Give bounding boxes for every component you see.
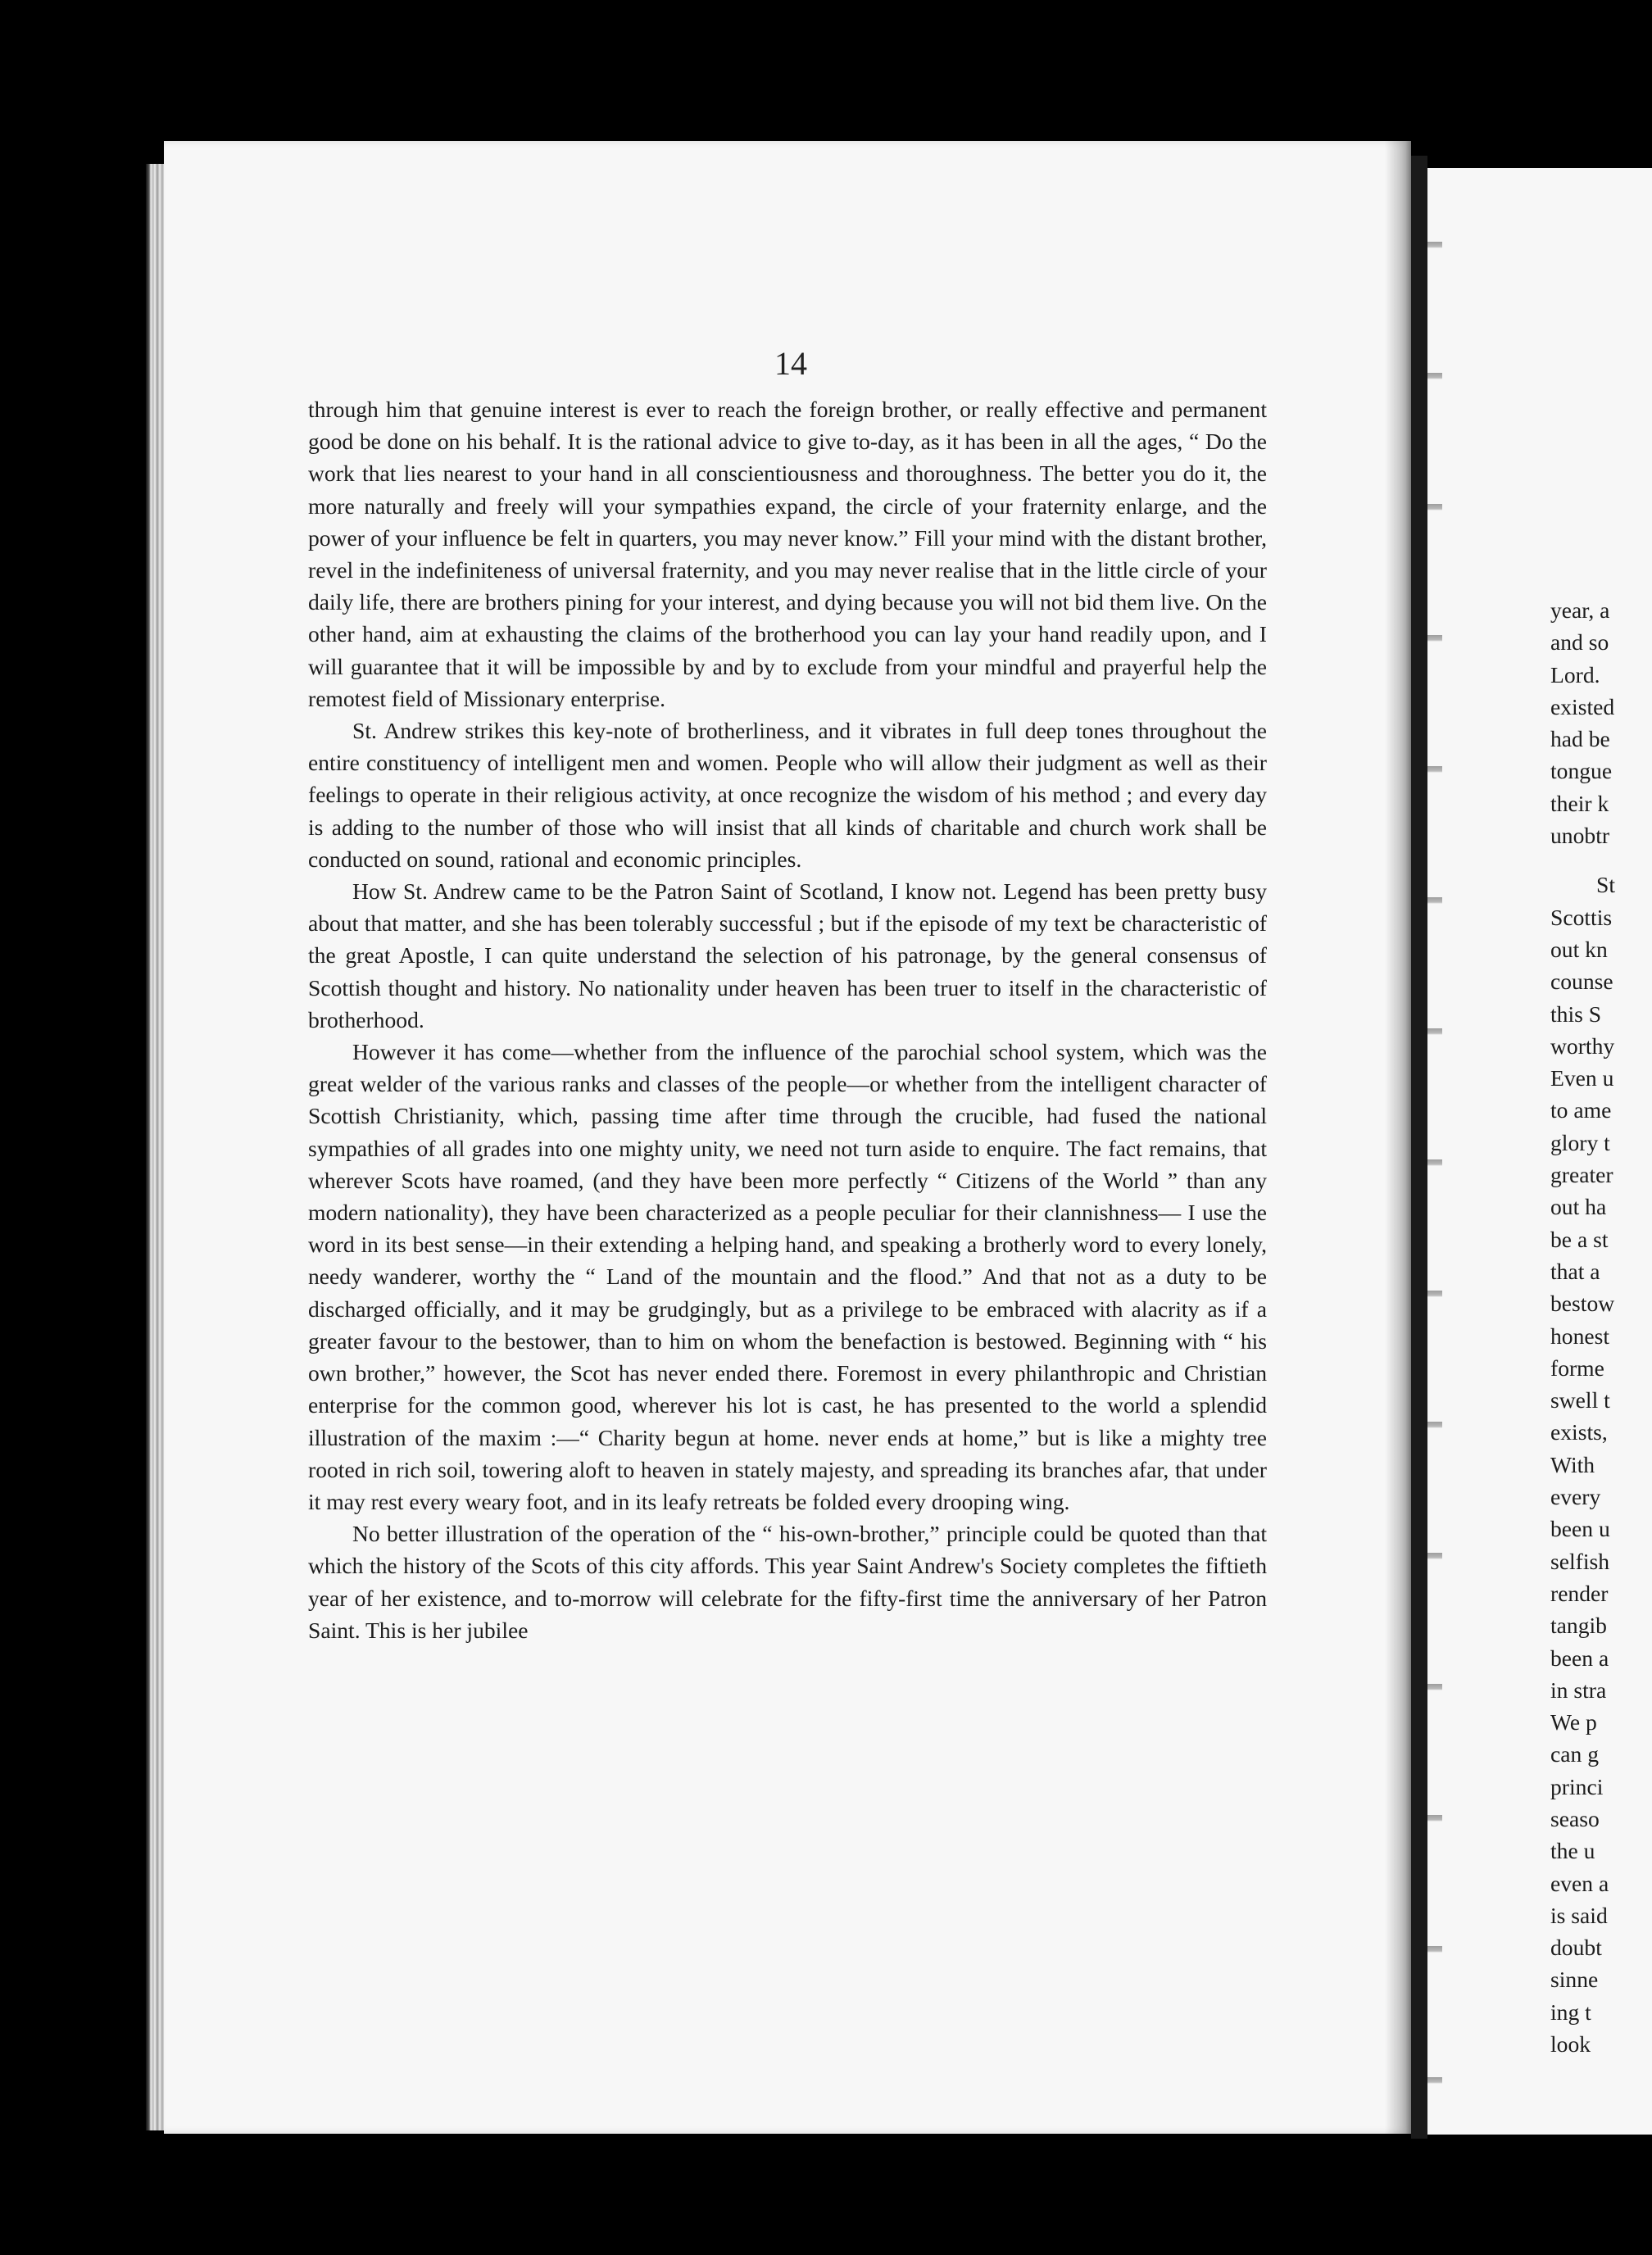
paragraph: No better illustration of the operation of the “ his-own-brother,” principle could be quoted than that which the history of the Scots of this city affords. This year Saint Andrew's Society completes the fiftieth year of her existence, and to-morrow will celebrate for the fifty-first time the anniversary of her Patron Saint. This is her jubilee — [308, 1521, 1267, 1643]
book-gutter — [1411, 156, 1427, 2139]
facing-page-line: exists, — [1550, 1419, 1608, 1445]
facing-page-line: glory t — [1550, 1129, 1610, 1155]
facing-page-line: this S — [1550, 1000, 1602, 1027]
facing-page-line: been a — [1550, 1645, 1609, 1671]
facing-page-line: every — [1550, 1484, 1601, 1510]
facing-page-line: had be — [1550, 726, 1610, 752]
facing-page-line: swell t — [1550, 1387, 1610, 1413]
paragraph: However it has come—whether from the influence of the parochial school system, which was the great welder of the various ranks and classes of the people—or whether from the intelligent character of Scottish Christianity, which, passing time after time through the crucible, had fused the national sympathies of all grades into one mighty unity, we need not turn aside to enquire. The fact remains, that wherever Scots have roamed, (and they have been more perfectly “ Citizens of the World ” than any modern nationality), they have been characterized as a people peculiar for their clannishness— I use the word in its best sense—in their extending a helping hand, and speaking a brotherly word to every lonely, needy wanderer, worthy the “ Land of the mountain and the flood.” And that not as a duty to be discharged officially, and it may be grudgingly, but as a privilege to be embraced with alacrity as if a greater favour to the bestower, than to him on whom the benefaction is bestowed. Beginning with “ his own brother,” however, the Scot has never ended there. Foremost in every philanthropic and Christian enterprise for the common good, wherever his lot is cast, he has presented to the world a splendid illustration of the maxim :—“ Charity begun at home. never ends at home,” but is like a mighty tree rooted in rich soil, towering aloft to heaven in stately majesty, and spreading its branches afar, that under it may rest every weary foot, and in its leafy retreats be folded every drooping wing. — [308, 1039, 1267, 1514]
facing-page-line: their k — [1550, 790, 1609, 816]
paragraph: St. Andrew strikes this key-note of brotherliness, and it vibrates in full deep tones throughout the entire constituency of intelligent men and women. People who will allow their judgment as well as their feelings to operate in their religious activity, at once recognize the wisdom of his method ; and every day is adding to the number of those who will insist that all kinds of charitable and church work shall be conducted on sound, rational and economic principles. — [308, 718, 1267, 872]
facing-page-line: counse — [1550, 969, 1613, 995]
facing-page-text — [1550, 594, 1652, 2060]
facing-page-line: doubt — [1550, 1935, 1602, 1961]
page-number: 14 — [774, 345, 807, 382]
facing-page-line: honest — [1550, 1323, 1610, 1349]
facing-page-line: ing t — [1550, 1999, 1591, 2025]
facing-page-line: tangib — [1550, 1613, 1607, 1639]
paragraph: through him that genuine interest is ever to reach the foreign brother, or really effective and permanent good be done on his behalf. It is the rational advice to give to-day, as it has been in all the ages, “ Do the work that lies nearest to your hand in all conscientiousness and thoroughness. The better you do it, the more naturally and freely will your sympathies expand, the circle of your fraternity enlarge, and the power of your influence be felt in quarters, you may never know.” Fill your mind with the distant brother, revel in the indefiniteness of universal fraternity, and you may never realise that in the little circle of your daily life, there are brothers pining for your interest, and dying because you will not bid them live. On the other hand, aim at exhausting the claims of the brotherhood you can lay your hand readily upon, and I will guarantee that it will be impossible by and by to exclude from your mindful and prayerful help the remotest field of Missionary enterprise. — [308, 397, 1267, 711]
facing-page-line: be a st — [1550, 1226, 1609, 1252]
paragraph: How St. Andrew came to be the Patron Saint of Scotland, I know not. Legend has been pretty busy about that matter, and she has been tolerably successful ; but if the episode of my text be characteristic of the great Apostle, I can quite understand the selection of his patronage, by the general consensus of Scottish thought and history. No nationality under heaven has been truer to itself in the characteristic of brotherhood. — [308, 878, 1267, 1032]
facing-page-line: unobtr — [1550, 823, 1610, 849]
facing-page-line: With — [1550, 1451, 1595, 1477]
facing-page-line: bestow — [1550, 1291, 1615, 1317]
facing-page-line: out kn — [1550, 936, 1608, 962]
facing-page-line: worthy — [1550, 1032, 1615, 1059]
facing-page-line: Scottis — [1550, 904, 1613, 930]
facing-page-line: We p — [1550, 1709, 1597, 1735]
facing-page-line: St — [1596, 872, 1616, 898]
facing-page-line: princi — [1550, 1773, 1604, 1799]
facing-page-line: is said — [1550, 1902, 1608, 1928]
facing-page-line: selfish — [1550, 1548, 1610, 1574]
facing-page-line: render — [1550, 1580, 1609, 1606]
facing-page-line: been u — [1550, 1516, 1610, 1542]
facing-page-line: forme — [1550, 1354, 1604, 1381]
body-text — [308, 393, 1267, 1646]
facing-page-line: tongue — [1550, 758, 1613, 784]
facing-page-line: sinne — [1550, 1967, 1599, 1993]
facing-page-line: Lord. — [1550, 661, 1600, 687]
paragraph-gap — [1550, 851, 1652, 869]
facing-page-line: in stra — [1550, 1677, 1607, 1703]
spine-shadow — [1385, 141, 1414, 2134]
facing-page-line: to ame — [1550, 1097, 1612, 1123]
facing-page-line: even a — [1550, 1870, 1609, 1896]
facing-page-line: that a — [1550, 1258, 1600, 1284]
binding-marks — [1427, 168, 1442, 2135]
facing-page — [1427, 168, 1652, 2135]
facing-page-line: greater — [1550, 1162, 1613, 1188]
facing-page-line: seaso — [1550, 1805, 1600, 1831]
facing-page-line: existed — [1550, 693, 1615, 719]
facing-page-line: can g — [1550, 1741, 1599, 1767]
facing-page-line: the u — [1550, 1838, 1595, 1864]
facing-page-line: out ha — [1550, 1194, 1607, 1220]
facing-page-line: look — [1550, 2031, 1591, 2058]
facing-page-line: year, a — [1550, 597, 1610, 623]
facing-page-line: and so — [1550, 629, 1609, 656]
facing-page-line: Even u — [1550, 1065, 1614, 1091]
